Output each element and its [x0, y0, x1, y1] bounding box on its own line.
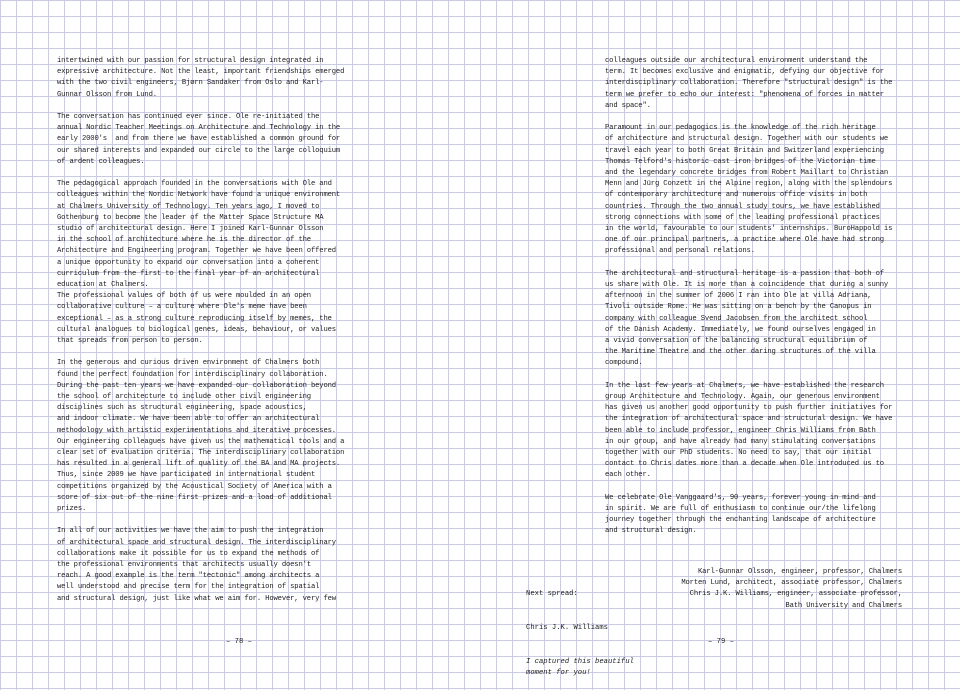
right-page-body [605, 56, 905, 538]
left-page-body [57, 56, 357, 605]
body-paragraph: Paramount in our pedagogics is the knowledge of the rich heritage of architecture and structural design. Together with our students we travel each year to both Great Britain and Switzerland experiencing Thomas Telford's historic cast iron bridges of the Victorian time and the legendary concrete bridges from Robert Maillart to Christian Menn and Jürg Conzett in the Alpine region, along with the splendours of contemporary architecture and numerous office visits in both countries. Through the two annual study tours, we have established strong connections with some of the leading professional practices in the world, favourable to our students' internships. BuroHappold is one of our principal partners, a practice where Ole have had strong professional and personal relations. [605, 124, 893, 256]
body-paragraph: The pedagogical approach founded in the conversations with Ole and colleagues within the Nordic Network have found a unique environment at Chalmers University of Technology. Ten years ago, I moved to Gothenburg to become the leader of the Matter Space Structure MA studio of architectural design. Here I joined Karl-Gunnar Olsson in the school of architecture where he is the director of the Architecture and Engineering program. Together we have been offered a unique opportunity to expand our conversation into a coherent curriculum from the first to the final year of an architectural education at Chalmers. The professional values of both of us were moulded in an open collaborative culture – a culture where Ole's meme have been exceptional – as a strong culture reproducing itself by memes, the cultural analogues to biological genes, ideas, behaviour, or values that spreads from person to person. [57, 180, 341, 346]
body-paragraph: The conversation has continued ever since. Ole re-initiated the annual Nordic Teacher Meetings on Architecture and Technology in the early 2000's and from there we have established a common ground for our shared interests and expanded our circle to the large colloquium of ardent colleagues. [57, 113, 341, 166]
body-paragraph: We celebrate Ole Vanggaard's, 90 years, forever young in mind and in spirit. We are full of enthusiasm to continue our/the lifelong journey together through the enchanting landscape of architecture and structural design. [605, 493, 876, 536]
next-spread-note [526, 567, 634, 690]
body-paragraph: In all of our activities we have the aim to push the integration of architectural space and structural design. The interdisciplinary collaborations make it possible for us to expand the methods of the professional environments that architects usually doesn't reach. A good example is the term "tectonic" among architects a well understood and precise term for the integration of spatial and structural design, just like what we aim for. However, very few [57, 527, 336, 603]
body-paragraph: The architectural and structural heritage is a passion that both of us share with Ole. It is more than a coincidence that during a sunny afternoon in the summer of 2006 I ran into Ole at villa Adriana, Tivoli outside Rome. He was sitting on a bench by the Canopus in company with colleague Svend Jacobsen from the architect school of the Danish Academy. Immediately, we found ourselves engaged in a vivid conversation of the balancing structural equilibrium of the Maritime Theatre and the other daring structures of the villa compound. [605, 269, 889, 368]
next-spread-heading: Next spread: [526, 590, 578, 599]
body-paragraph: In the generous and curious driven environment of Chalmers both found the perfect foundation for interdisciplinary collaboration. During the past ten years we have expanded our collaboration beyond the school of architecture to include other civil engineering disciplines such as structural engineering, space acoustics, and indoor climate. We have been able to offer an architectural methodology with artistic experimentations and iterative processes. Our engineering colleagues have given us the mathematical tools and a clear set of evaluation criteria. The interdisciplinary collaboration has resulted in a general lift of quality of the BA and MA projects. Thus, since 2009 we have participated in international student competitions organized by the Acoustical Society of America with a score of six out of the nine first prizes and a load of additional prizes. [57, 359, 345, 514]
body-paragraph: In the last few years at Chalmers, we have established the research group Architecture and Technology. Again, our generous environment has given us another good opportunity to push further initiatives for the integration of architectural space and structural design. We have been able to include professor, engineer Chris Williams from Bath in our group, and have already had many stimulating conversations together with our PhD students. No need to say, that our initial contact to Chris dates more than a decade when Ole introduced us to each other. [605, 381, 893, 480]
author-credits: Karl-Gunnar Olsson, engineer, professor, Chalmers Morten Lund, architect, associate professor, Chalmers Chris J.K. Williams, engineer, associate professor, Bath University and Chalmers [681, 568, 902, 610]
page-number-left: – 78 – [226, 638, 252, 646]
body-paragraph: colleagues outside our architectural environment understand the term. It becomes exclusive and enigmatic, defying our objective for interdisciplinary collaboration. Therefore "structural design" is the term we prefer to echo our interest: "phenomena of forces in matter and space". [605, 57, 893, 110]
next-spread-caption: I captured this beautiful moment for you! [526, 657, 634, 677]
body-paragraph: intertwined with our passion for structural design integrated in expressive architecture. Not the least, important friendships emerged with the two civil engineers, Bjørn Sandaker from Oslo and Karl- Gunnar Olsson from Lund. [57, 57, 345, 99]
next-spread-author: Chris J.K. Williams [526, 624, 608, 633]
page-number-right: – 79 – [708, 638, 734, 646]
